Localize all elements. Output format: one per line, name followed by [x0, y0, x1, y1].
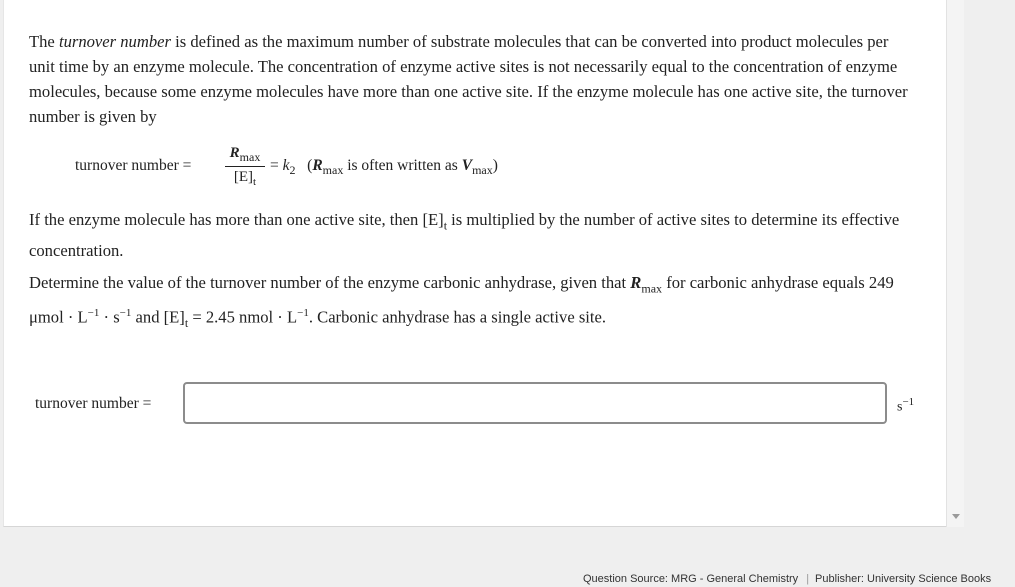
intro-prefix: The — [29, 32, 59, 51]
problem-paragraph — [29, 270, 909, 336]
footer-separator: | — [806, 573, 810, 585]
formula-equals: = — [270, 157, 283, 174]
turnover-number-input[interactable] — [183, 382, 887, 424]
active-sites-text-b: is multiplied by the number of active sites to determine its effective concentration. — [29, 210, 900, 261]
problem-text-b: for carbonic anhydrase equals 249 μmol · L — [29, 273, 894, 327]
question-source: Question Source: MRG - General Chemistry — [583, 573, 799, 585]
active-sites-text-a: If the enzyme molecule has more than one active site, then [E] — [29, 210, 444, 229]
problem-exponent-3: −1 — [297, 307, 309, 320]
active-sites-subscript: t — [443, 218, 448, 233]
numerator-symbol: R — [229, 145, 240, 161]
problem-text-c: · s — [99, 307, 120, 327]
vertical-scrollbar[interactable] — [946, 0, 964, 527]
question-footer — [583, 573, 991, 585]
note-close-paren: ) — [492, 157, 498, 174]
note-v-subscript: max — [472, 163, 493, 178]
formula-k-subscript: 2 — [289, 163, 296, 178]
denominator-subscript: t — [253, 176, 257, 188]
active-sites-paragraph — [29, 207, 909, 263]
problem-text-f: . Carbonic anhydrase has a single active site. — [308, 307, 607, 327]
answer-label: turnover number = — [35, 395, 152, 412]
answer-unit — [897, 396, 914, 416]
problem-exponent-1: −1 — [87, 307, 100, 320]
formula-rest — [270, 157, 498, 178]
publisher: Publisher: University Science Books — [815, 573, 992, 585]
problem-r-subscript: max — [641, 281, 663, 296]
problem-text-d: and [E] — [131, 307, 185, 327]
intro-paragraph — [29, 29, 909, 129]
formula-denominator — [225, 169, 265, 188]
problem-subscript-t: t — [184, 316, 189, 331]
turnover-number-term: turnover number — [58, 32, 171, 51]
formula-fraction — [225, 145, 265, 188]
problem-r-symbol: R — [630, 273, 642, 292]
formula-k: k — [282, 157, 290, 174]
formula-numerator — [225, 145, 265, 165]
question-card — [3, 0, 947, 527]
formula-label: turnover number = — [75, 157, 192, 174]
denominator-symbol: [E] — [233, 169, 254, 185]
scroll-down-icon[interactable] — [952, 514, 960, 519]
problem-exponent-2: −1 — [119, 307, 132, 320]
note-v-symbol: V — [461, 157, 473, 174]
intro-body: is defined as the maximum number of substrate molecules that can be converted into product molecules per unit time by an enzyme molecule. The concentration of enzyme active sites is not necessarily equal to the concentration of enzyme molecules, because some enzyme molecules have more than one active site. If the enzyme molecule has one active site, the turnover number is given by — [29, 32, 908, 126]
problem-text-a: Determine the value of the turnover number of the enzyme carbonic anhydrase, given that — [29, 273, 631, 292]
unit-base: s — [897, 399, 903, 415]
numerator-subscript: max — [239, 150, 261, 164]
note-open-paren: ( — [307, 157, 313, 174]
note-r-symbol: R — [312, 157, 323, 174]
note-r-subscript: max — [322, 163, 344, 178]
note-text: is often written as — [343, 157, 462, 174]
unit-exponent: −1 — [902, 396, 915, 408]
fraction-bar — [225, 166, 265, 167]
problem-text-e: = 2.45 nmol · L — [188, 307, 298, 327]
